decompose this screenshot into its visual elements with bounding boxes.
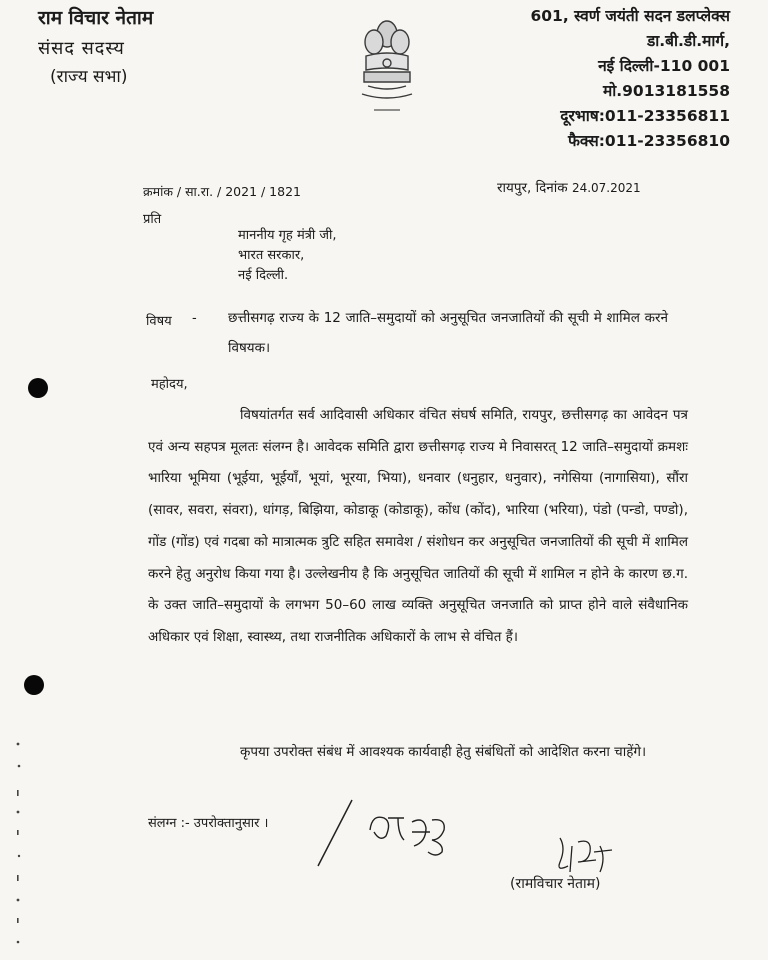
request-text: कृपया उपरोक्त संबंध में आवश्यक कार्यवाही हेतु संबंधितों को आदेशित करना चाहेंगे। [240,744,647,760]
sender-house: (राज्य सभा) [50,67,128,87]
address-line-3: नई दिल्ली-110 001 [598,57,730,75]
subject-text: छत्तीसगढ़ राज्य के 12 जाति–समुदायों को अनुसूचित जनजातियों की सूची मे शामिल करने विषयक। [228,310,668,356]
mobile-number: मो.9013181558 [602,82,730,100]
salutation: महोदय, [151,377,188,392]
reference-number: क्रमांक / सा.रा. / 2021 / 1821 [143,184,301,199]
sender-designation: संसद सदस्य [38,38,125,59]
addressee-line: भारत सरकार, [238,248,305,263]
place-date-label: रायपुर, दिनांक [497,180,568,196]
sender-name: राम विचार नेताम [38,7,154,29]
letter-date: 24.07.2021 [571,181,641,195]
fax-number: फैक्स:011-23356810 [567,132,730,150]
enclosure-note: संलग्न :- उपरोक्तानुसार । [148,816,269,831]
body-text: विषयांतर्गत सर्व आदिवासी अधिकार वंचित संघर्ष समिति, रायपुर, छत्तीसगढ़ का आवेदन पत्र एवं अन्य सहपत्र मूलतः संलग्न है। आवेदक समिति द्वारा छत्तीसगढ़ राज्य मे निवासरत् 12 जाति–समुदायों क्रमशः भारिया भूमिया (भूईया, भूईयाँ, भूयां, भूरया, भिया), धनवार (धनुहार, धनुवार), नगेसिया (नागासिया), सौंरा (सावर, सवरा, संवरा), धांगड़, बिझिया, कोडाकू (कोडाकू), कोंध (कोंद), भारिया (भरिया), पंडो (पन्डो, पण्डो), गोंड (गोंड) एवं गदबा को मात्रात्मक त्रुटि सहित समावेश / संशोधन कर अनुसूचित जनजातियों की सूची में शामिल करने हेतु अनुरोध किया गया है। उल्लेखनीय है कि अनुसूचित जातियों की सूची में शामिल न होने के कारण छ.ग. के उक्त जाति–समुदायों के लगभग 50–60 लाख व्यक्ति अनुसूचित जनजाति को प्राप्त होने वाले संवैधानिक अधिकार एवं शिक्षा, स्वास्थ्य, तथा राजनीतिक अधिकारों के लाभ से वंचित हैं। [148,407,688,645]
addressee-line: नई दिल्ली. [238,268,289,283]
subject-label: विषय [146,314,172,329]
phone-number: दूरभाष:011-23356811 [560,107,730,125]
address-line-2: डा.बी.डी.मार्ग, [646,32,730,50]
addressee-line: माननीय गृह मंत्री जी, [238,228,337,243]
to-label: प्रति [143,212,162,227]
subject-dash: - [192,311,197,326]
address-line-1: 601, स्वर्ण जयंती सदन डलप्लेक्स [530,7,730,25]
signatory-name: (रामविचार नेताम) [510,876,601,892]
